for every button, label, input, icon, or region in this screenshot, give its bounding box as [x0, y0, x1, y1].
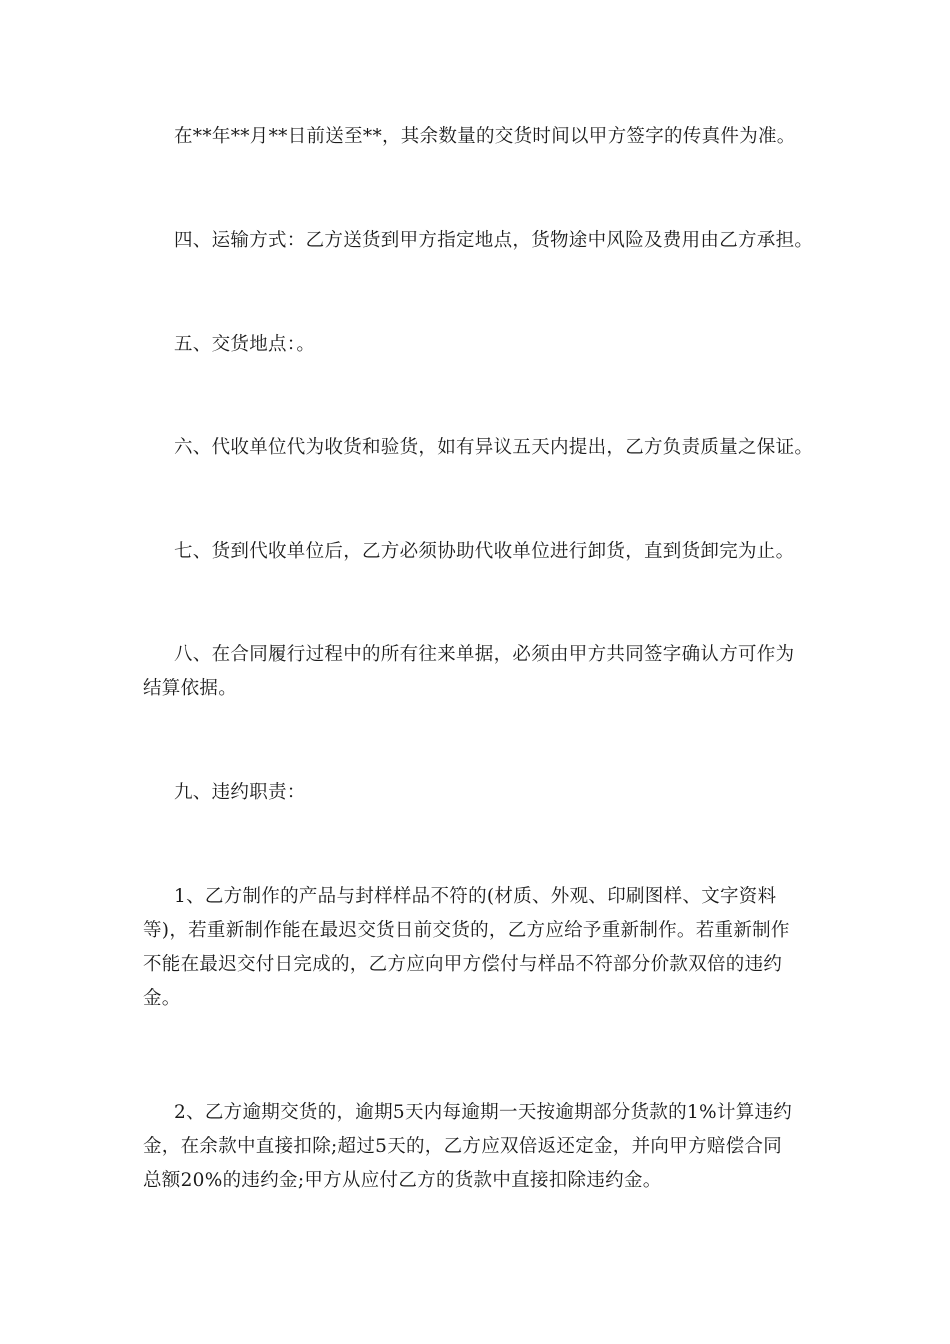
- text-line: 九、违约职责：: [174, 782, 306, 803]
- text-line: 在**年**月**日前送至**，其余数量的交货时间以甲方签字的传真件为准。: [174, 126, 796, 147]
- text-line: 1、乙方制作的产品与封样样品不符的(材质、外观、印刷图样、文字资料: [174, 886, 777, 907]
- text-line: 六、代收单位代为收货和验货，如有异议五天内提出，乙方负责质量之保证。: [174, 437, 814, 458]
- paragraph-inspection: [143, 431, 823, 465]
- text-line: 七、货到代收单位后，乙方必须协助代收单位进行卸货，直到货卸完为止。: [174, 541, 795, 562]
- text-line: 等)，若重新制作能在最迟交货日前交货的，乙方应给予重新制作。若重新制作: [143, 920, 790, 941]
- paragraph-delivery-time: [143, 120, 823, 154]
- text-line: 结算依据。: [143, 678, 238, 699]
- paragraph-delivery-location: [143, 328, 823, 362]
- text-line: 2、乙方逾期交货的，逾期5天内每逾期一天按逾期部分货款的1%计算违约: [174, 1102, 793, 1123]
- text-line: 不能在最迟交付日完成的，乙方应向甲方偿付与样品不符部分价款双倍的违约: [143, 954, 783, 975]
- paragraph-breach-item-2: [143, 1096, 823, 1198]
- text-line: 金。: [143, 988, 181, 1009]
- paragraph-breach-heading: [143, 776, 823, 810]
- text-line: 五、交货地点：。: [174, 334, 316, 355]
- text-line: 八、在合同履行过程中的所有往来单据，必须由甲方共同签字确认方可作为: [174, 644, 795, 665]
- text-line: 金，在余款中直接扣除;超过5天的，乙方应双倍返还定金，并向甲方赔偿合同: [143, 1136, 783, 1157]
- paragraph-breach-item-1: [143, 880, 823, 1016]
- text-line: 四、运输方式：乙方送货到甲方指定地点，货物途中风险及费用由乙方承担。: [174, 230, 814, 251]
- paragraph-documents: [143, 638, 823, 706]
- text-line: 总额20%的违约金;甲方从应付乙方的货款中直接扣除违约金。: [143, 1170, 662, 1191]
- paragraph-transport-method: [143, 224, 823, 258]
- paragraph-unloading: [143, 535, 823, 569]
